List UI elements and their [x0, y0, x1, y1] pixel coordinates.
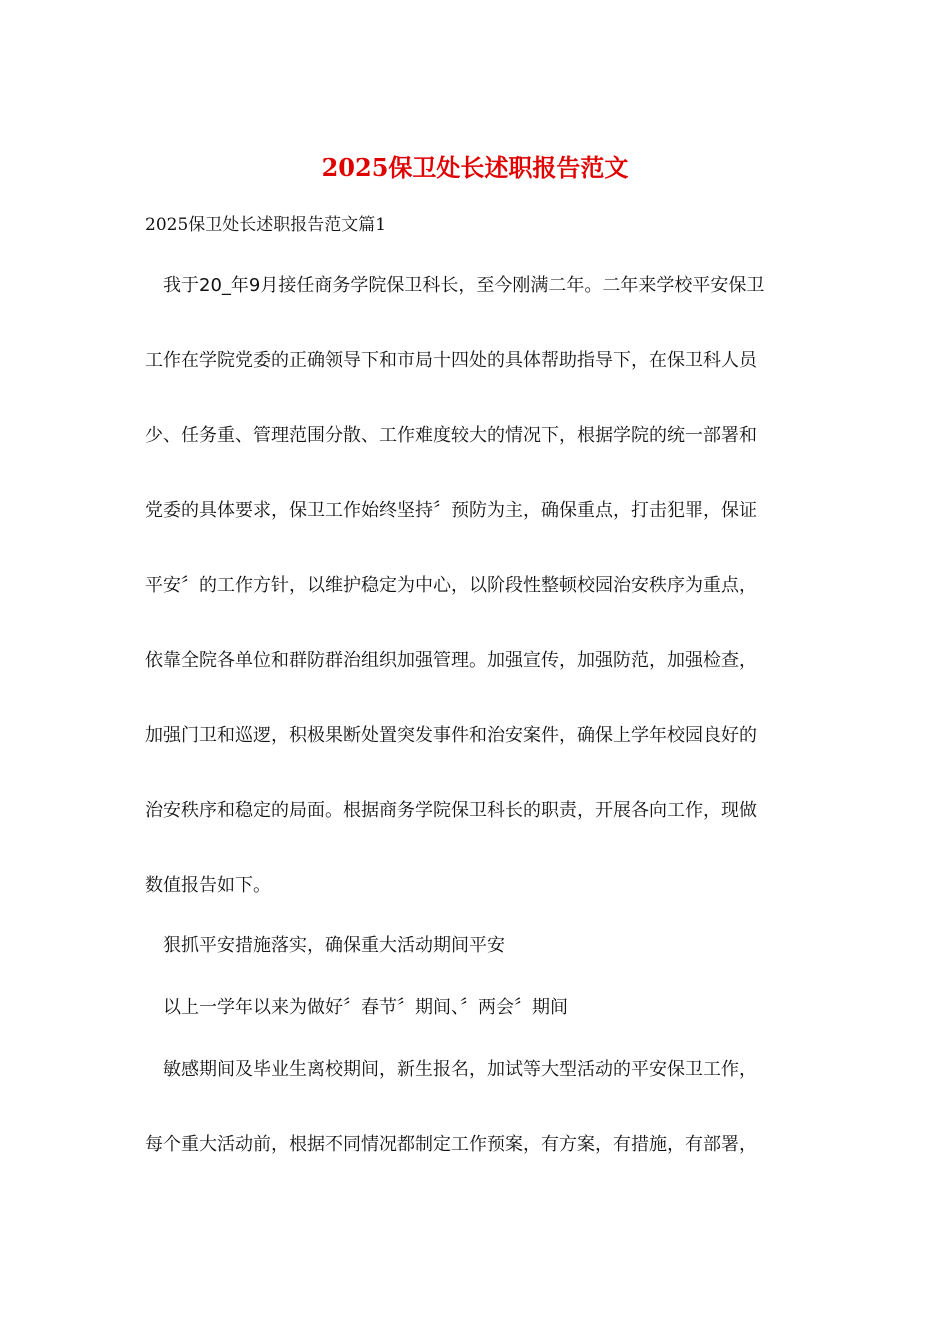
- paragraph-line: 敏感期间及毕业生离校期间，新生报名，加试等大型活动的平安保卫工作，: [163, 1059, 757, 1080]
- paragraph-line: 党委的具体要求，保卫工作始终坚持〞预防为主，确保重点，打击犯罪，保证: [145, 500, 757, 521]
- paragraph-line: 加强门卫和巡逻，积极果断处置突发事件和治安案件，确保上学年校园良好的: [145, 725, 757, 746]
- paragraph-line: 我于20_年9月接任商务学院保卫科长，至今刚满二年。二年来学校平安保卫: [163, 275, 765, 296]
- paragraph-line: 数值报告如下。: [145, 875, 271, 896]
- paragraph-line: 工作在学院党委的正确领导下和市局十四处的具体帮助指导下，在保卫科人员: [145, 350, 757, 371]
- paragraph-line: 平安〞的工作方针，以维护稳定为中心，以阶段性整顿校园治安秩序为重点，: [145, 575, 757, 596]
- paragraph-line: 少、任务重、管理范围分散、工作难度较大的情况下，根据学院的统一部署和: [145, 425, 757, 446]
- paragraph-line: 依靠全院各单位和群防群治组织加强管理。加强宣传，加强防范，加强检查，: [145, 650, 757, 671]
- section-heading: 狠抓平安措施落实，确保重大活动期间平安: [163, 935, 505, 956]
- paragraph-line: 以上一学年以来为做好〞春节〞期间、〞两会〞期间: [163, 997, 568, 1018]
- document-subtitle: 2025保卫处长述职报告范文篇1: [145, 215, 387, 235]
- paragraph-2: [145, 1055, 815, 1160]
- paragraph-line: 治安秩序和稳定的局面。根据商务学院保卫科长的职责，开展各向工作，现做: [145, 800, 757, 821]
- document-title: 2025保卫处长述职报告范文: [321, 153, 629, 182]
- paragraph-line: 每个重大活动前，根据不同情况都制定工作预案，有方案，有措施，有部署，: [145, 1134, 757, 1155]
- paragraph-1: [145, 271, 815, 901]
